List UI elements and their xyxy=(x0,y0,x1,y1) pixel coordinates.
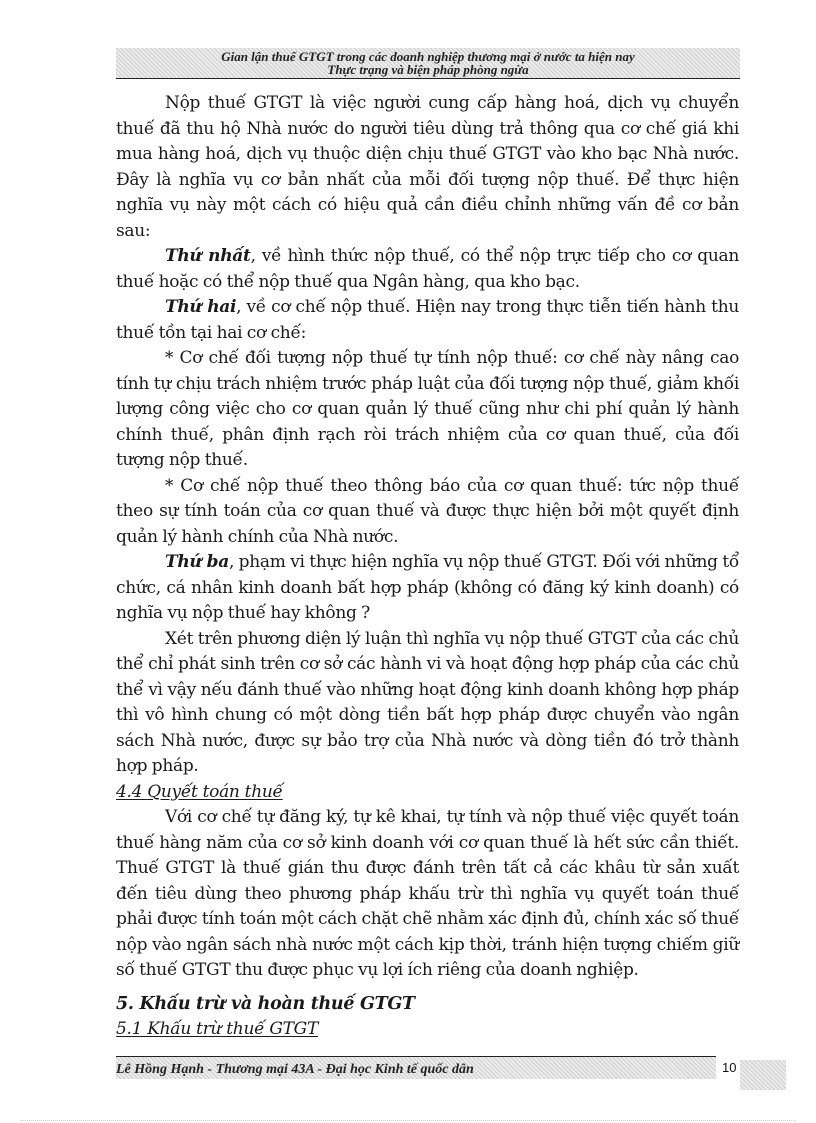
paragraph-third xyxy=(116,550,739,627)
document-body xyxy=(116,91,739,1043)
page-number: 10 xyxy=(722,1060,737,1075)
paragraph-third-text: , phạm vi thực hiện nghĩa vụ nộp thuế GTGT. Đối với những tổ chức, cá nhân kinh doanh bất hợp pháp (không có đăng ký kinh doanh) có nghĩa vụ nộp thuế hay không ? xyxy=(116,552,740,623)
section-heading-5: 5. Khấu trừ và hoàn thuế GTGT xyxy=(116,993,415,1014)
subheading-5-1: 5.1 Khấu trừ thuế GTGT xyxy=(116,1019,318,1039)
page-bottom-divider xyxy=(20,1120,796,1121)
page-header xyxy=(116,48,740,79)
paragraph-first-text: , về hình thức nộp thuế, có thể nộp trực tiếp cho cơ quan thuế hoặc có thể nộp thuế qua Ngân hàng, qua kho bạc. xyxy=(116,246,739,292)
paragraph-second xyxy=(116,295,739,346)
paragraph-tax-payment: Nộp thuế GTGT là việc người cung cấp hàng hoá, dịch vụ chuyển thuế đã thu hộ Nhà nước do người tiêu dùng trả thông qua cơ chế giá khi mua hàng hoá, dịch vụ thuộc diện chịu thuế GTGT vào kho bạc Nhà nước. Đây là nghĩa vụ cơ bản nhất của mỗi đối tượng nộp thuế. Để thực hiện nghĩa vụ này một cách có hiệu quả cần điều chỉnh những vấn đề cơ bản sau: xyxy=(116,93,739,241)
lead-first: Thứ nhất xyxy=(165,246,251,266)
lead-third: Thứ ba xyxy=(165,552,229,572)
lead-second: Thứ hai xyxy=(165,297,237,317)
paragraph-notice-mechanism: * Cơ chế nộp thuế theo thông báo của cơ quan thuế: tức nộp thuế theo sự tính toán của cơ quan thuế và được thực hiện bởi một quyết định quản lý hành chính của Nhà nước. xyxy=(116,475,739,547)
footer-decoration xyxy=(740,1060,786,1090)
subheading-4-4: 4.4 Quyết toán thuế xyxy=(116,781,283,802)
paragraph-settlement: Với cơ chế tự đăng ký, tự kê khai, tự tính và nộp thuế việc quyết toán thuế hàng năm của cơ sở kinh doanh với cơ quan thuế là hết sức cần thiết. Thuế GTGT là thuế gián thu được đánh trên tất cả các khâu từ sản xuất đến tiêu dùng theo phương pháp khấu trừ thì nghĩa vụ quyết toán thuế phải được tính toán một cách chặt chẽ nhằm xác định đủ, chính xác số thuế nộp vào ngân sách nhà nước một cách kịp thời, tránh hiện tượng chiếm giữ số thuế GTGT thu được phục vụ lợi ích riêng của doanh nghiệp. xyxy=(116,807,739,980)
header-title-line-1: Gian lận thuế GTGT trong các doanh nghiệp thương mại ở nước ta hiện nay xyxy=(221,49,635,64)
paragraph-self-assessment: * Cơ chế đối tượng nộp thuế tự tính nộp thuế: cơ chế này nâng cao tính tự chịu trách nhiệm trước pháp luật của đối tượng nộp thuế, giảm khối lượng công việc cho cơ quan quản lý thuế cũng như chi phí quản lý hành chính thuế, phân định rạch ròi trách nhiệm của cơ quan thuế, của đối tượng nộp thuế. xyxy=(116,348,739,470)
paragraph-theory: Xét trên phương diện lý luận thì nghĩa vụ nộp thuế GTGT của các chủ thể chỉ phát sinh trên cơ sở các hành vi và hoạt động hợp pháp của các chủ thể vì vậy nếu đánh thuế vào những hoạt động kinh doanh không hợp pháp thì vô hình chung có một dòng tiền bất hợp pháp được chuyển vào ngân sách Nhà nước, được sự bảo trợ của Nhà nước và dòng tiền đó trở thành hợp pháp. xyxy=(116,628,739,776)
footer-author: Lê Hồng Hạnh - Thương mại 43A - Đại học Kinh tế quốc dân xyxy=(116,1062,474,1077)
page-footer xyxy=(116,1056,716,1079)
paragraph-second-text: , về cơ chế nộp thuế. Hiện nay trong thực tiễn tiến hành thu thuế tồn tại hai cơ chế: xyxy=(116,297,739,343)
paragraph-first xyxy=(116,244,739,295)
header-title-line-2: Thực trạng và biện pháp phòng ngừa xyxy=(327,62,529,77)
